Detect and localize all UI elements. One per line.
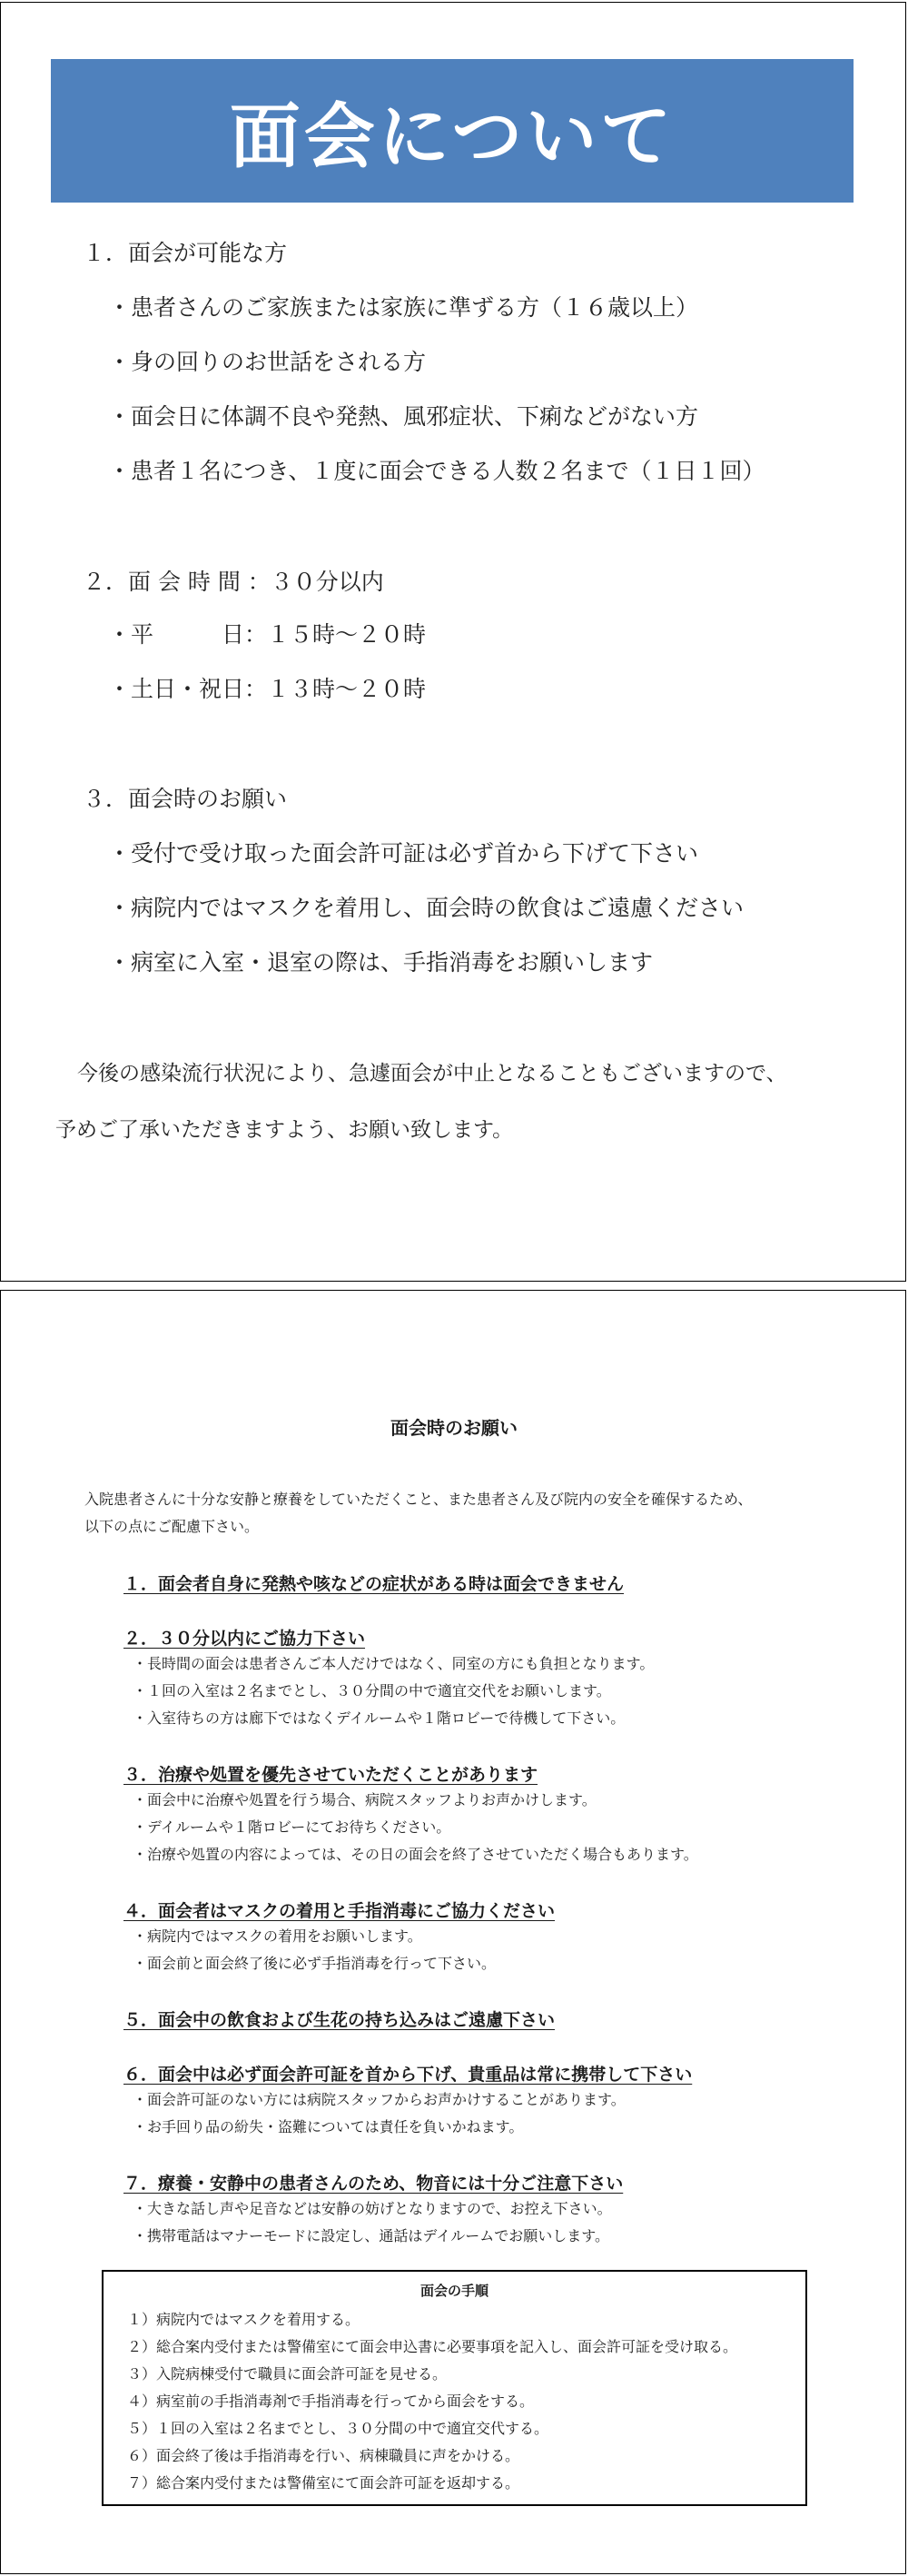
procedure-step: ５）１回の入室は２名までとし、３０分間の中で適宜交代する。 bbox=[127, 2420, 549, 2437]
rule-item: ・お手回り品の紛失・盗難については責任を負いかねます。 bbox=[133, 2118, 524, 2135]
procedure-title: 面会の手順 bbox=[419, 2283, 489, 2299]
rule-item: ・治療や処置の内容によっては、その日の面会を終了させていただく場合もあります。 bbox=[133, 1846, 698, 1863]
intro-text: 以下の点にご配慮下さい。 bbox=[84, 1518, 260, 1535]
section-1-item: ・面会日に体調不良や発熱、風邪症状、下痢などがない方 bbox=[108, 403, 699, 430]
rule-item: ・病院内ではマスクの着用をお願いします。 bbox=[133, 1927, 422, 1945]
rule-heading: １．面会者自身に発熱や咳などの症状がある時は面会できません bbox=[123, 1574, 625, 1594]
section-1-item: ・患者１名につき、１度に面会できる人数２名まで（１日１回） bbox=[108, 458, 765, 484]
section-2-item: ・土日・祝日：１３時～２０時 bbox=[108, 676, 427, 702]
procedure-step: ７）総合案内受付または警備室にて面会許可証を返却する。 bbox=[127, 2474, 520, 2492]
section-3-item: ・受付で受け取った面会許可証は必ず首から下げて下さい bbox=[108, 840, 699, 867]
rule-heading: ７．療養・安静中の患者さんのため、物音には十分ご注意下さい bbox=[123, 2174, 624, 2194]
rule-heading: ５．面会中の飲食および生花の持ち込みはご遠慮下さい bbox=[123, 2010, 556, 2030]
rule-item: ・携帯電話はマナーモードに設定し、通話はデイルームでお願いします。 bbox=[133, 2227, 609, 2244]
rule-item: ・面会中に治療や処置を行う場合、病院スタッフよりお声かけします。 bbox=[133, 1791, 597, 1808]
rule-item: ・長時間の面会は患者さんご本人だけではなく、同室の方にも負担となります。 bbox=[133, 1655, 655, 1672]
procedure-step: ６）面会終了後は手指消毒を行い、病棟職員に声をかける。 bbox=[127, 2447, 520, 2464]
section-3-item: ・病室に入室・退室の際は、手指消毒をお願いします bbox=[108, 949, 654, 976]
rule-item: ・入室待ちの方は廊下ではなくデイルームや１階ロビーで待機して下さい。 bbox=[133, 1709, 626, 1727]
rule-heading: ２．３０分以内にご協力下さい bbox=[123, 1629, 366, 1649]
rule-item: ・大きな話し声や足音などは安静の妨げとなりますので、お控え下さい。 bbox=[133, 2200, 612, 2217]
section-1-item: ・身の回りのお世話をされる方 bbox=[108, 349, 427, 375]
page-2 bbox=[0, 1290, 906, 2574]
section-3-heading: ３．面会時のお願い bbox=[83, 786, 288, 812]
section-2-item: ・平 日：１５時～２０時 bbox=[108, 621, 427, 648]
procedure-step: ２）総合案内受付または警備室にて面会申込書に必要事項を記入し、面会許可証を受け取る。 bbox=[127, 2338, 738, 2355]
rule-item: ・面会許可証のない方には病院スタッフからお声かけすることがあります。 bbox=[133, 2091, 626, 2108]
rule-heading: ３．治療や処置を優先させていただくことがあります bbox=[123, 1765, 538, 1785]
rule-heading: ６．面会中は必ず面会許可証を首から下げ、貴重品は常に携帯して下さい bbox=[123, 2065, 693, 2085]
section-1-item: ・患者さんのご家族または家族に準ずる方（１６歳以上） bbox=[108, 294, 699, 321]
banner-title: 面会について bbox=[229, 96, 676, 178]
page-title: 面会時のお願い bbox=[390, 1417, 518, 1439]
rule-item: ・１回の入室は２名までとし、３０分間の中で適宜交代をお願いします。 bbox=[133, 1682, 611, 1699]
procedure-box bbox=[102, 2270, 807, 2506]
procedure-step: ３）入院病棟受付で職員に面会許可証を見せる。 bbox=[127, 2365, 448, 2383]
page-1 bbox=[0, 2, 906, 1282]
closing-text: 今後の感染流行状況により、急遽面会が中止となることもございますので、 bbox=[77, 1062, 787, 1085]
rule-item: ・デイルームや１階ロビーにてお待ちください。 bbox=[133, 1818, 451, 1836]
section-1-heading: １．面会が可能な方 bbox=[83, 240, 288, 266]
title-banner bbox=[51, 59, 854, 203]
section-3-item: ・病院内ではマスクを着用し、面会時の飲食はご遠慮ください bbox=[108, 895, 745, 921]
procedure-step: ４）病室前の手指消毒剤で手指消毒を行ってから面会をする。 bbox=[127, 2393, 535, 2410]
section-2-heading: ２．面 会 時 間 ：３０分以内 bbox=[83, 569, 384, 595]
rule-heading: ４．面会者はマスクの着用と手指消毒にご協力ください bbox=[123, 1901, 556, 1921]
rule-item: ・面会前と面会終了後に必ず手指消毒を行って下さい。 bbox=[133, 1955, 497, 1972]
procedure-step: １）病院内ではマスクを着用する。 bbox=[127, 2311, 360, 2328]
intro-text: 入院患者さんに十分な安静と療養をしていただくこと、また患者さん及び院内の安全を確保するため、 bbox=[84, 1491, 753, 1508]
closing-text: 予めご了承いただきますよう、お願い致します。 bbox=[55, 1118, 514, 1142]
